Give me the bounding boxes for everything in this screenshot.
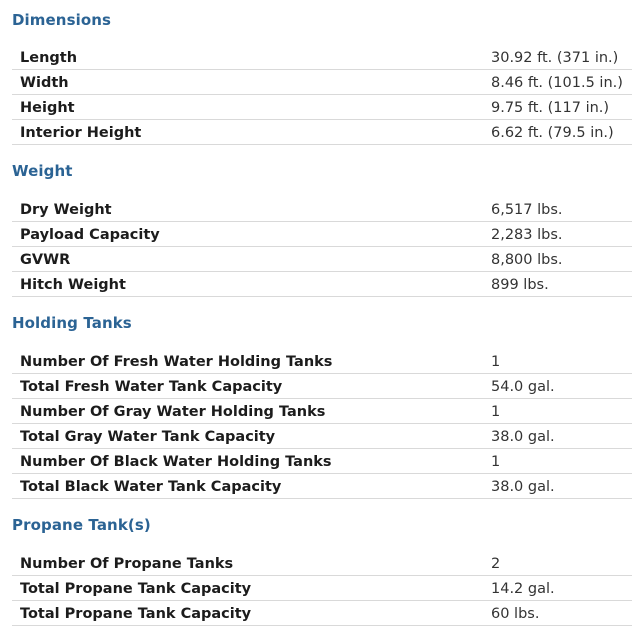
spec-value: 38.0 gal. — [491, 429, 555, 445]
spec-row-length — [12, 45, 632, 70]
spec-label: GVWR — [20, 252, 71, 268]
spec-label: Total Black Water Tank Capacity — [20, 479, 282, 495]
spec-row-black-water-tanks — [12, 449, 632, 474]
spec-row-dry-weight — [12, 197, 632, 222]
spec-value: 1 — [491, 354, 501, 370]
spec-row-propane-capacity-lbs — [12, 601, 632, 626]
spec-label: Interior Height — [20, 125, 142, 141]
spec-row-propane-tanks — [12, 551, 632, 576]
spec-value: 6,517 lbs. — [491, 202, 563, 218]
spec-value: 2 — [491, 556, 501, 572]
propane-section — [0, 515, 632, 626]
spec-label: Total Gray Water Tank Capacity — [20, 429, 276, 445]
spec-row-height — [12, 95, 632, 120]
spec-value: 1 — [491, 454, 501, 470]
spec-row-width — [12, 70, 632, 95]
spec-value: 8.46 ft. (101.5 in.) — [491, 75, 623, 91]
propane-table — [12, 551, 632, 626]
spec-row-payload-capacity — [12, 222, 632, 247]
spec-label: Dry Weight — [20, 202, 112, 218]
spec-value: 1 — [491, 404, 501, 420]
spec-label: Number Of Black Water Holding Tanks — [20, 454, 332, 470]
spec-label: Height — [20, 100, 75, 116]
section-title-weight: Weight — [12, 162, 73, 180]
spec-label: Number Of Fresh Water Holding Tanks — [20, 354, 333, 370]
spec-row-fresh-water-tanks — [12, 349, 632, 374]
spec-label: Total Fresh Water Tank Capacity — [20, 379, 283, 395]
spec-value: 30.92 ft. (371 in.) — [491, 50, 619, 66]
spec-label: Total Propane Tank Capacity — [20, 606, 252, 622]
section-title-propane: Propane Tank(s) — [12, 516, 151, 534]
spec-value: 899 lbs. — [491, 277, 549, 293]
spec-row-hitch-weight — [12, 272, 632, 297]
spec-row-black-water-capacity — [12, 474, 632, 499]
holding-tanks-section — [0, 313, 632, 499]
spec-label: Payload Capacity — [20, 227, 160, 243]
spec-row-gray-water-tanks — [12, 399, 632, 424]
spec-row-propane-capacity-gal — [12, 576, 632, 601]
section-title-dimensions: Dimensions — [12, 11, 112, 29]
spec-value: 9.75 ft. (117 in.) — [491, 100, 610, 116]
spec-label: Total Propane Tank Capacity — [20, 581, 252, 597]
spec-row-gray-water-capacity — [12, 424, 632, 449]
spec-label: Hitch Weight — [20, 277, 126, 293]
spec-value: 38.0 gal. — [491, 479, 555, 495]
holding-tanks-table — [12, 349, 632, 499]
spec-row-gvwr — [12, 247, 632, 272]
spec-value: 8,800 lbs. — [491, 252, 563, 268]
spec-value: 6.62 ft. (79.5 in.) — [491, 125, 614, 141]
spec-value: 2,283 lbs. — [491, 227, 563, 243]
spec-label: Number Of Gray Water Holding Tanks — [20, 404, 326, 420]
spec-value: 14.2 gal. — [491, 581, 555, 597]
section-title-holding-tanks: Holding Tanks — [12, 314, 132, 332]
spec-row-fresh-water-capacity — [12, 374, 632, 399]
spec-value: 60 lbs. — [491, 606, 540, 622]
spec-value: 54.0 gal. — [491, 379, 555, 395]
spec-label: Length — [20, 50, 78, 66]
dimensions-table — [12, 45, 632, 145]
spec-row-interior-height — [12, 120, 632, 145]
weight-table — [12, 197, 632, 297]
spec-label: Width — [20, 75, 69, 91]
weight-section — [0, 161, 632, 297]
dimensions-section — [0, 0, 632, 145]
spec-label: Number Of Propane Tanks — [20, 556, 234, 572]
